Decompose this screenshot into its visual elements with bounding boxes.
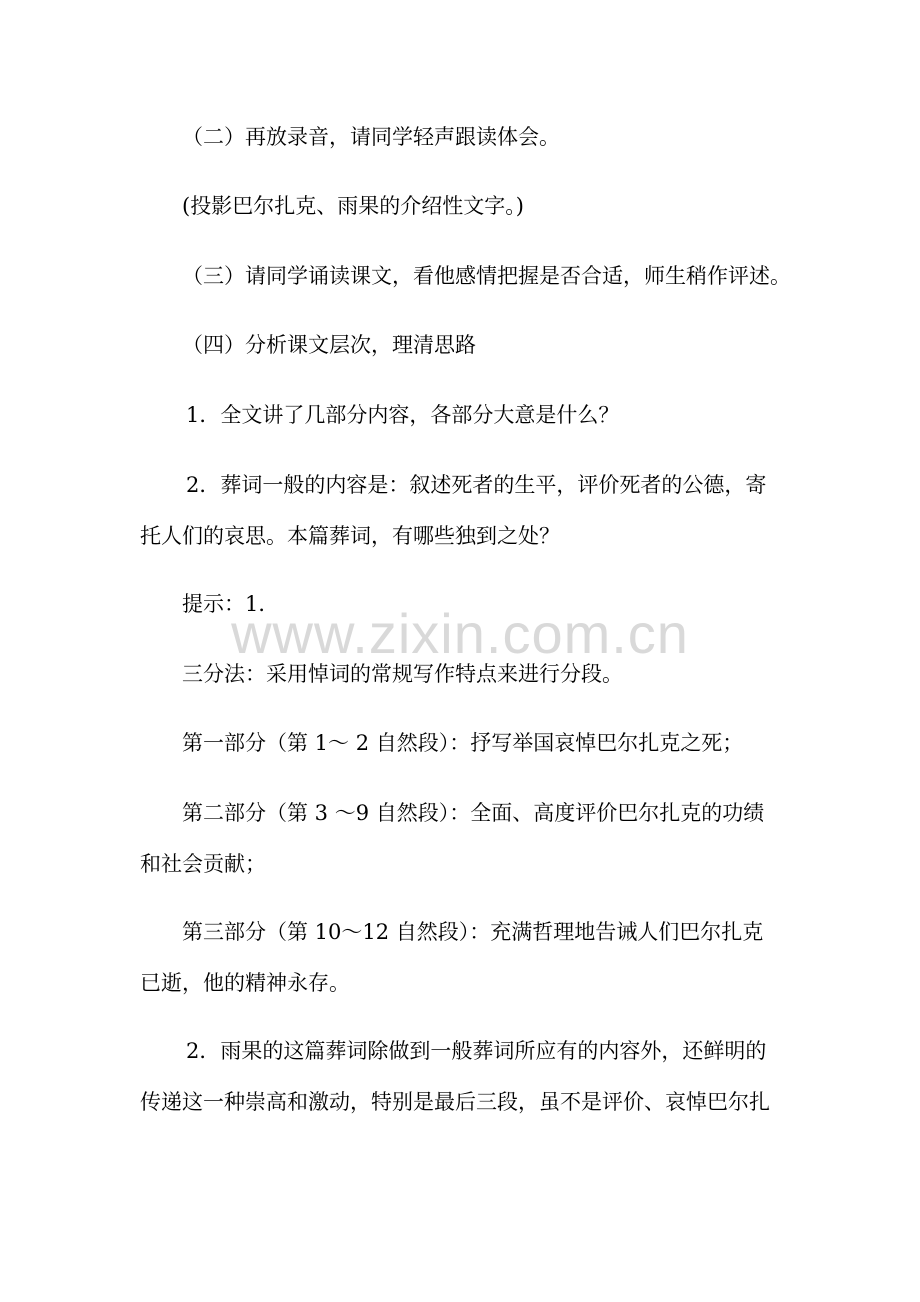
question-1 xyxy=(186,390,831,441)
text-line: 第三部分（第 10～12 自然段）：充满哲理地告诫人们巴尔扎克 xyxy=(182,920,764,944)
text-line: （二）再放录音，请同学轻声跟读体会。 xyxy=(182,125,560,149)
text-line: 第一部分（第 1～ 2 自然段）：抒写举国哀悼巴尔扎克之死； xyxy=(182,731,744,755)
text-line: 提示：1． xyxy=(182,592,280,616)
text-line: 2．葬词一般的内容是：叙述死者的生平，评价死者的公德，寄 xyxy=(186,473,767,497)
text-line: 第二部分（第 3 ～9 自然段）：全面、高度评价巴尔扎克的功绩 xyxy=(182,801,765,825)
answer-2 xyxy=(140,1026,785,1128)
text-line: 已逝，他的精神永存。 xyxy=(140,971,350,995)
text-line: 托人们的哀思。本篇葬词，有哪些独到之处？ xyxy=(140,524,560,548)
text-line: （四）分析课文层次，理清思路 xyxy=(182,333,476,357)
text-line: 2．雨果的这篇葬词除做到一般葬词所应有的内容外，还鲜明的 xyxy=(186,1039,767,1063)
paragraph-part-two xyxy=(140,788,785,890)
watermark: www.zixin.com.cn xyxy=(231,602,689,665)
paragraph-recite-text xyxy=(140,251,827,302)
paragraph-analyze-structure xyxy=(140,320,827,371)
text-line: (投影巴尔扎克、雨果的介绍性文字。) xyxy=(182,194,524,218)
question-2 xyxy=(140,460,785,562)
text-line: 三分法：采用悼词的常规写作特点来进行分段。 xyxy=(182,662,623,686)
text-line: 传递这一种崇高和激动，特别是最后三段，虽不是评价、哀悼巴尔扎 xyxy=(140,1090,770,1114)
paragraph-part-three xyxy=(140,907,785,1009)
paragraph-projection-note xyxy=(182,181,827,232)
text-line: 1．全文讲了几部分内容，各部分大意是什么？ xyxy=(186,403,620,427)
paragraph-replay-recording xyxy=(140,112,827,163)
paragraph-part-one xyxy=(140,718,827,769)
text-line: （三）请同学诵读课文，看他感情把握是否合适，师生稍作评述。 xyxy=(182,264,791,288)
text-line: 和社会贡献； xyxy=(140,852,266,876)
